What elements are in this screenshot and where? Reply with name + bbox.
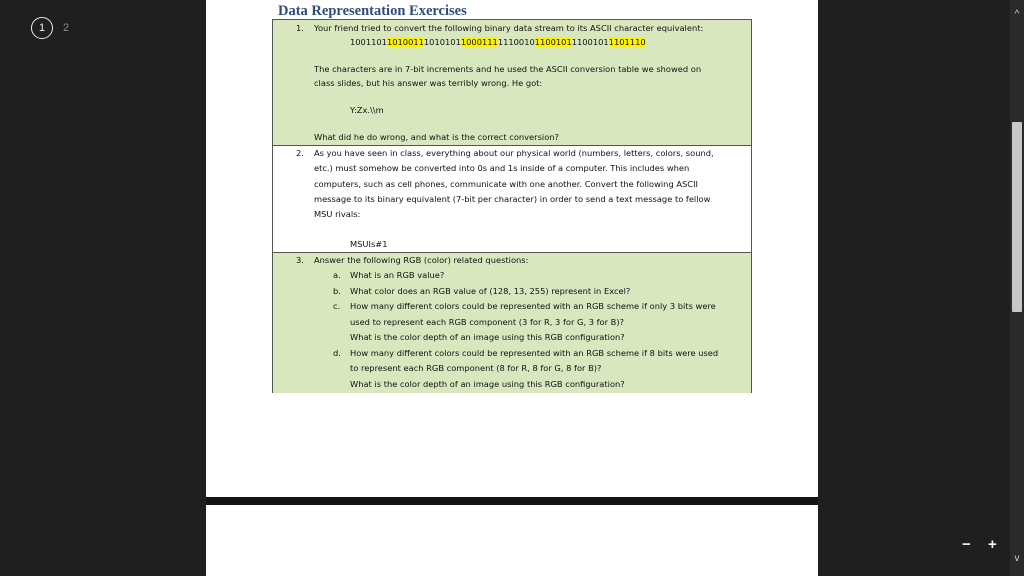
- exercise-3: [273, 253, 751, 393]
- exercise-1: [273, 20, 751, 146]
- exercise-1-text: The characters are in 7-bit increments and he used the ASCII conversion table we showed on: [314, 64, 702, 74]
- item-d-text: What is the color depth of an image using this RGB configuration?: [350, 379, 625, 389]
- scroll-thumb[interactable]: [1012, 122, 1022, 312]
- binary-segment: 1100101: [571, 37, 609, 47]
- binary-stream: [350, 37, 646, 48]
- exercise-2-text: MSU rivals:: [314, 209, 361, 219]
- item-c-text: What is the color depth of an image using this RGB configuration?: [350, 332, 625, 342]
- item-d-letter: d.: [333, 348, 341, 358]
- binary-segment: 1010011: [386, 37, 424, 47]
- page-navigator: [31, 17, 69, 39]
- current-page-number: 1: [38, 22, 46, 34]
- exercise-2-text: computers, such as cell phones, communicate with one another. Convert the following ASCII: [314, 179, 698, 189]
- item-c-text: How many different colors could be represented with an RGB scheme if only 3 bits were: [350, 301, 716, 311]
- scroll-up-icon[interactable]: ^: [1014, 9, 1020, 20]
- document-page-2: [206, 505, 818, 576]
- exercises-table: [272, 19, 752, 393]
- document-title: Data Representation Exercises: [278, 3, 467, 19]
- exercise-1-number: 1.: [296, 23, 304, 33]
- zoom-in-button[interactable]: +: [988, 536, 997, 553]
- exercise-1-text: class slides, but his answer was terribly wrong. He got:: [314, 78, 543, 88]
- binary-segment: 1001101: [350, 37, 387, 47]
- vertical-scrollbar[interactable]: [1010, 0, 1024, 576]
- scroll-down-icon[interactable]: v: [1014, 553, 1020, 564]
- exercise-3-intro: Answer the following RGB (color) related questions:: [314, 255, 529, 265]
- exercise-2-text: etc.) must somehow be converted into 0s and 1s inside of a computer. This includes when: [314, 163, 690, 173]
- exercise-1-prompt: Your friend tried to convert the following binary data stream to its ASCII character equivalent:: [314, 23, 704, 33]
- exercise-2: [273, 146, 751, 253]
- item-b-text: What color does an RGB value of (128, 13, 255) represent in Excel?: [350, 286, 631, 296]
- exercise-3-number: 3.: [296, 255, 304, 265]
- binary-segment: 1101110: [608, 37, 646, 47]
- page-separator: [206, 497, 818, 505]
- item-b-letter: b.: [333, 286, 341, 296]
- item-a-letter: a.: [333, 270, 341, 280]
- binary-segment: 1100101: [534, 37, 572, 47]
- exercise-1-question: What did he do wrong, and what is the correct conversion?: [314, 132, 559, 142]
- ascii-message: MSUIs#1: [350, 239, 388, 249]
- page-2-link[interactable]: 2: [63, 22, 70, 34]
- item-c-text: used to represent each RGB component (3 for R, 3 for G, 3 for B)?: [350, 317, 625, 327]
- binary-segment: 1110010: [497, 37, 535, 47]
- exercise-2-number: 2.: [296, 148, 304, 158]
- zoom-out-button[interactable]: −: [962, 536, 971, 553]
- item-c-letter: c.: [333, 301, 341, 311]
- item-d-text: How many different colors could be represented with an RGB scheme if 8 bits were used: [350, 348, 719, 358]
- item-d-text: to represent each RGB component (8 for R, 8 for G, 8 for B)?: [350, 363, 602, 373]
- exercise-2-text: As you have seen in class, everything about our physical world (numbers, letters, colors, sound,: [314, 148, 714, 158]
- binary-segment: 1010101: [423, 37, 461, 47]
- current-page-indicator[interactable]: [31, 17, 53, 39]
- wrong-answer: Y:Zx.\\m: [350, 105, 384, 115]
- exercise-2-text: message to its binary equivalent (7-bit per character) in order to send a text message to fellow: [314, 194, 711, 204]
- item-a-text: What is an RGB value?: [350, 270, 445, 280]
- binary-segment: 1000111: [460, 37, 498, 47]
